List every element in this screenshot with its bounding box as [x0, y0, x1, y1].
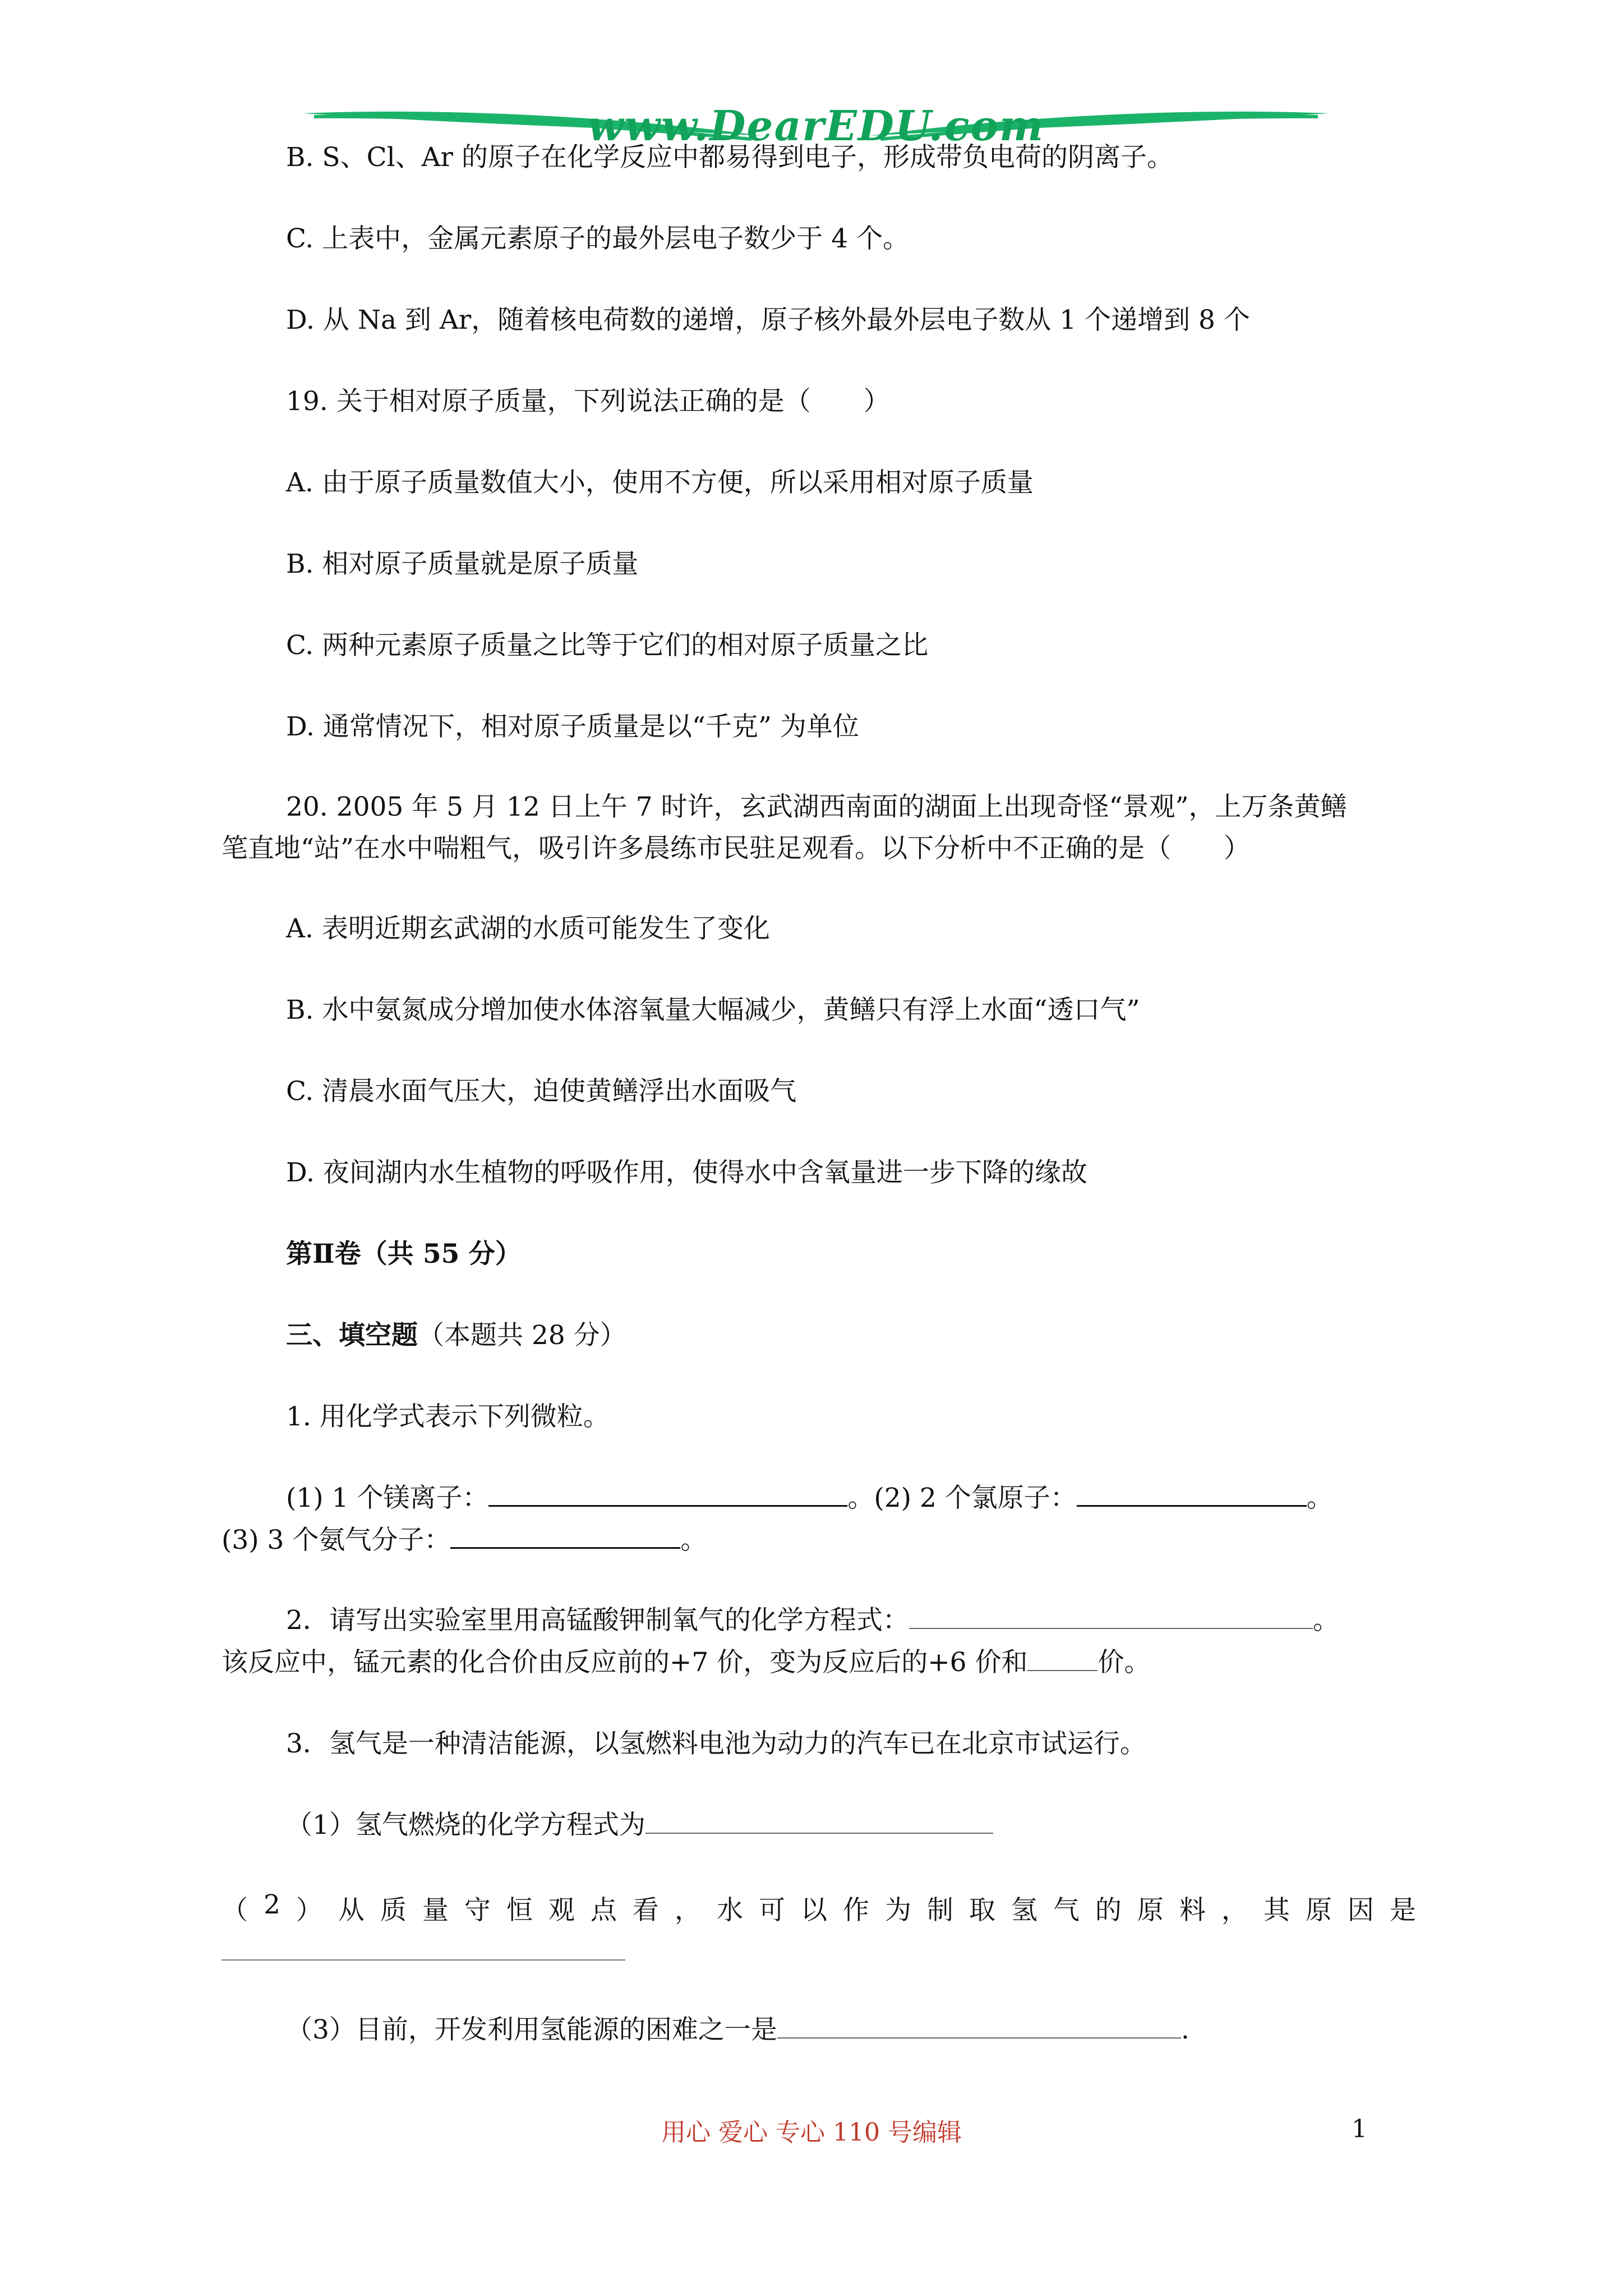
q2-prompt: 2．请写出实验室里用高锰酸钾制氧气的化学方程式：	[286, 1605, 909, 1636]
q3-part2-char: 作	[842, 1895, 869, 1926]
q3-part2-char: 料	[1179, 1895, 1206, 1926]
q3-part2-char: 的	[1095, 1895, 1122, 1926]
q3-part2-char: 以	[800, 1895, 827, 1926]
q3-part2-char: 原	[1305, 1895, 1332, 1926]
q3-part2-char: 从	[338, 1895, 365, 1926]
q1-item2-label: 。(2) 2 个氯原子：	[847, 1483, 1077, 1513]
page-number: 1	[1352, 2115, 1367, 2143]
q1-item1-label: (1) 1 个镁离子：	[286, 1483, 489, 1513]
q2-line1	[286, 1603, 1339, 1638]
q3-part2-char: 恒	[506, 1895, 533, 1926]
q1-item2-end: 。	[1306, 1483, 1333, 1513]
q1-item2-blank	[1077, 1499, 1307, 1507]
q3-part1-blank	[645, 1827, 993, 1834]
q20-option-d: D. 夜间湖内水生植物的呼吸作用，使得水中含氧量进一步下降的缘故	[286, 1157, 1087, 1188]
footer-text: 用心 爱心 专心 110 号编辑	[661, 2118, 962, 2147]
q3-part1	[286, 1808, 993, 1843]
q3-part2-char: 观	[548, 1895, 575, 1926]
q2-valence-end: 价。	[1098, 1647, 1151, 1678]
q1-item3-label: (3) 3 个氨气分子：	[222, 1525, 451, 1556]
q3-part2-char: 取	[969, 1895, 995, 1926]
q3-part2-char: 看	[632, 1895, 659, 1926]
q3-part2-char: 质	[380, 1895, 407, 1926]
q3-part3	[286, 2013, 1189, 2047]
q1-items-line1	[286, 1481, 1333, 1516]
site-logo: www.DearEDU.com	[587, 102, 1045, 150]
q3-part2-char: ）	[296, 1895, 322, 1926]
fill-blank-heading	[286, 1318, 626, 1353]
q2-line2	[222, 1645, 1150, 1680]
option-c-line: C. 上表中，金属元素原子的最外层电子数少于 4 个。	[286, 223, 909, 254]
option-b-line: B. S、Cl、Ar 的原子在化学反应中都易得到电子，形成带负电荷的阴离子。	[286, 142, 1173, 173]
fill-blank-title: 三、填空题	[286, 1320, 418, 1351]
q19-option-c: C. 两种元素原子质量之比等于它们的相对原子质量之比	[286, 630, 929, 661]
q3-prompt: 3．氢气是一种清洁能源，以氢燃料电池为动力的汽车已在北京市试运行。	[286, 1728, 1146, 1759]
q20-option-a: A. 表明近期玄武湖的水质可能发生了变化	[286, 913, 770, 944]
q1-item3-blank	[450, 1542, 680, 1549]
q3-part3-text: （3）目前，开发利用氢能源的困难之一是	[286, 2014, 777, 2045]
q3-part2-char: 水	[716, 1895, 743, 1926]
q3-part2-char: 其	[1263, 1895, 1290, 1926]
q19-option-d: D. 通常情况下，相对原子质量是以“千克” 为单位	[286, 711, 859, 742]
q3-part2-char: ，	[674, 1895, 701, 1926]
q3-part2-char: ，	[1221, 1895, 1248, 1926]
q19-option-a: A. 由于原子质量数值大小，使用不方便，所以采用相对原子质量	[286, 467, 1034, 498]
q2-equation-blank	[909, 1622, 1313, 1629]
question-20-line2: 笔直地“站”在水中喘粗气，吸引许多晨练市民驻足观看。以下分析中不正确的是（ ）	[222, 833, 1251, 864]
q3-part2-char: 氢	[1011, 1895, 1038, 1926]
q3-part2-char: 为	[884, 1895, 911, 1926]
q3-part2-char: 制	[926, 1895, 953, 1926]
q3-part2-char: 原	[1137, 1895, 1164, 1926]
q20-option-b: B. 水中氨氮成分增加使水体溶氧量大幅减少，黄鳝只有浮上水面“透口气”	[286, 995, 1140, 1025]
q3-part2-char: 点	[590, 1895, 617, 1926]
q3-part1-text: （1）氢气燃烧的化学方程式为	[286, 1810, 645, 1841]
q3-part2-char: 是	[1389, 1895, 1416, 1926]
q3-part2-char: 2	[264, 1889, 280, 1920]
q2-valence-text: 该反应中，锰元素的化合价由反应前的+7 价，变为反应后的+6 价和	[222, 1647, 1028, 1678]
section-ii-heading: 第Ⅱ卷（共 55 分）	[286, 1239, 522, 1269]
q3-part2-char: （	[222, 1895, 248, 1926]
option-d-line: D. 从 Na 到 Ar，随着核电荷数的递增，原子核外最外层电子数从 1 个递增到 8 个	[286, 305, 1250, 335]
q2-valence-blank	[1027, 1664, 1098, 1671]
q20-option-c: C. 清晨水面气压大，迫使黄鳝浮出水面吸气	[286, 1076, 797, 1107]
q3-part2-char: 可	[758, 1895, 785, 1926]
q19-option-b: B. 相对原子质量就是原子质量	[286, 549, 639, 579]
q3-part2-char: 量	[422, 1895, 449, 1926]
q3-part2-line	[222, 1889, 1416, 1927]
q3-part3-blank	[777, 2032, 1181, 2039]
q1-item3-end: 。	[680, 1525, 707, 1556]
q3-part2-blank	[222, 1959, 625, 1961]
q3-part2-char: 守	[464, 1895, 491, 1926]
question-19: 19. 关于相对原子质量，下列说法正确的是（ ）	[286, 386, 890, 417]
q1-item1-blank	[488, 1499, 847, 1507]
q1-items-line2	[222, 1523, 707, 1558]
q3-part3-end: .	[1181, 2014, 1189, 2045]
q2-end: 。	[1312, 1605, 1339, 1636]
question-20-line1: 20. 2005 年 5 月 12 日上午 7 时许，玄武湖西南面的湖面上出现奇怪“景观”，上万条黄鳝	[286, 792, 1347, 822]
q3-part2-char: 气	[1053, 1895, 1080, 1926]
q1-prompt: 1. 用化学式表示下列微粒。	[286, 1401, 610, 1432]
fill-blank-points: （本题共 28 分）	[418, 1320, 626, 1351]
q3-part2-char: 因	[1347, 1895, 1374, 1926]
